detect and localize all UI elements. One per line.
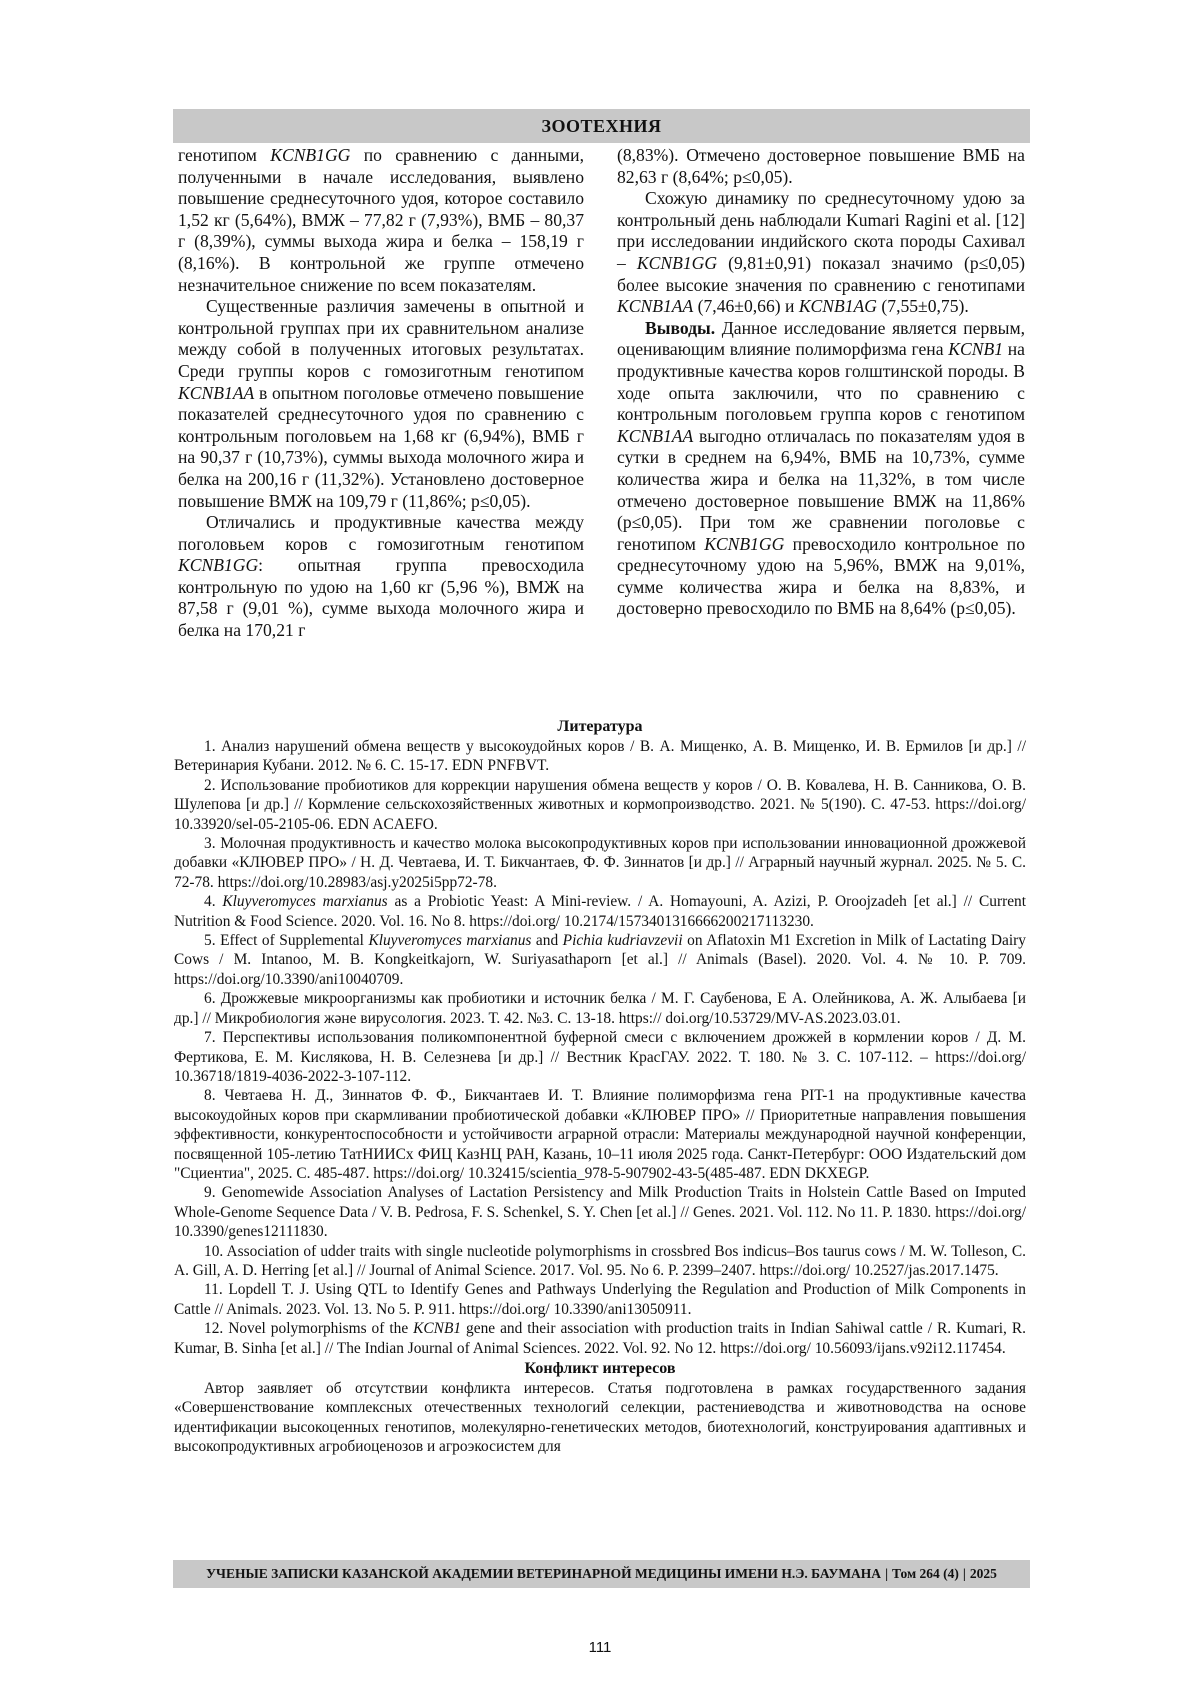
page-number: 111 bbox=[588, 1639, 612, 1656]
body-paragraph bbox=[178, 512, 584, 642]
journal-name: УЧЕНЫЕ ЗАПИСКИ КАЗАНСКОЙ АКАДЕМИИ ВЕТЕРИНАРНОЙ МЕДИЦИНЫ ИМЕНИ Н.Э. БАУМАНА bbox=[206, 1566, 882, 1581]
reference-item bbox=[174, 1280, 1026, 1319]
italic-term: Kluyveromyces marxianus bbox=[368, 932, 532, 950]
italic-term: KCNB1GG bbox=[636, 252, 718, 273]
text-run: Данное исследование является первым, оценивающим влияние полиморфизма гена bbox=[617, 317, 1025, 360]
right-column bbox=[617, 145, 1025, 620]
italic-term: Pichia kudriavzevii bbox=[562, 932, 683, 950]
reference-item bbox=[174, 1319, 1026, 1358]
text-run: 12. Novel polymorphisms of the bbox=[204, 1320, 414, 1338]
conflict-heading: Конфликт интересов bbox=[524, 1360, 676, 1377]
text-run: (8,83%). Отмечено достоверное повышение ВМБ на 82,63 г (8,64%; p≤0,05). bbox=[617, 145, 1025, 187]
italic-term: KCNB1AA bbox=[617, 296, 694, 317]
italic-term: KCNB1GG bbox=[270, 145, 351, 165]
body-paragraph bbox=[178, 296, 584, 512]
italic-term: KCNB1AG bbox=[798, 296, 878, 317]
italic-term: KCNB1 bbox=[413, 1320, 462, 1338]
text-run: 8. Чевтаева Н. Д., Зиннатов Ф. Ф., Бикчантаев И. Т. Влияние полиморфизма гена PIT-1 на продуктивные качества высокоудойных коров при скармливании пробиотической добавки «КЛЮВЕР ПРО» // Приоритетные направления повышения эффективности, конкурентоспособности и устойчивости аграрной отрасли: Материалы международной научной конференции, посвященной 105-летию ТатНИИСх ФИЦ КазНЦ РАН, Казань, 10–11 июля 2025 года. Санкт-Петербург: ООО Издательский дом "Сциентиа", 2025. С. 485-487. https://doi.org/ 10.32415/scientia_978-5-907902-43-5(485-487. EDN DKXEGP. bbox=[174, 1087, 1026, 1182]
italic-term: KCNB1AA bbox=[617, 425, 694, 446]
text-run: gene and their association with production traits in Indian Sahiwal cattle / R. Kumari, R. Kumar, B. Sinha [et al.] // The Indian Journal of Animal Sciences. 2022. Vol. 92. No 12. https://doi.org/ 10.56093/ijans.v92i12.117454. bbox=[174, 1320, 1026, 1357]
text-run: 2. Использование пробиотиков для коррекции нарушения обмена веществ у коров / О. В. Ковалева, Н. В. Санникова, О. В. Шулепова [и др.] // Кормление сельскохозяйственных животных и кормопроизводство. 2021. № 5(190). С. 47-53. https://doi.org/ 10.33920/sel-05-2105-06. EDN ACAEFO. bbox=[174, 776, 1026, 833]
reference-item bbox=[174, 931, 1026, 989]
references-section bbox=[174, 717, 1026, 1457]
text-run: 7. Перспективы использования поликомпонентной буферной смеси с включением дрожжей в кормлении коров / Д. М. Фертикова, Е. М. Кислякова, Н. В. Селезнева [и др.] // Вестник КрасГАУ. 2022. Т. 180. № 3. С. 107-112. – https://doi.org/ 10.36718/1819-4036-2022-3-107-112. bbox=[174, 1029, 1026, 1085]
italic-term: Kluyveromyces marxianus bbox=[222, 893, 388, 911]
reference-item bbox=[174, 834, 1026, 892]
text-run: as a Probiotic Yeast: A Mini-review. / A. Homayouni, A. Azizi, P. Oroojzadeh [et al.] // Current Nutrition & Food Science. 2020. Vol. 16. No 8. https://doi.org/ 10.2174/1573401316666200217113230. bbox=[174, 893, 1027, 930]
text-run: 3. Молочная продуктивность и качество молока высокопродуктивных коров при использовании инновационной дрожжевой добавки «КЛЮВЕР ПРО» / Н. Д. Чевтаева, И. Т. Бикчантаев, Ф. Ф. Зиннатов [и др.] // Аграрный научный журнал. 2025. № 5. С. 72-78. https://doi.org/10.28983/asj.y2025i5pp72-78. bbox=[174, 835, 1026, 891]
reference-item bbox=[174, 776, 1026, 834]
reference-item bbox=[174, 989, 1026, 1028]
text-run: на продуктивные качества коров голштинской породы. В ходе опыта заключили, что по сравнению с контрольным поголовьем группа коров с генотипом bbox=[617, 339, 1025, 425]
text-run: выгодно отличалась по показателям удоя в сутки в среднем на 6,94%, ВМБ на 10,73%, сумме количества жира и белка на 11,32%, в том числе отмечено достоверное повышение ВМЖ на 11,86% (p≤0,05). При том же сравнении поголовье с генотипом bbox=[617, 425, 1025, 554]
text-run: по сравнению с данными, полученными в начале исследования, выявлено повышение среднесуточного удоя, которое составило 1,52 кг (5,64%), ВМЖ – 77,82 г (7,93%), ВМБ – 80,37 г (8,39%), суммы выхода жира и белка – 158,19 г (8,16%). В контрольной же группе отмечено незначительное снижение по всем показателям. bbox=[178, 145, 584, 295]
text-run: (7,55±0,75). bbox=[877, 296, 969, 317]
journal-footer bbox=[173, 1560, 1030, 1588]
text-run: генотипом bbox=[178, 145, 271, 165]
section-header bbox=[173, 109, 1030, 143]
text-run: (9,81±0,91) показал значимо (p≤0,05) более высокие значения по сравнению с генотипами bbox=[617, 252, 1025, 295]
italic-term: KCNB1 bbox=[948, 339, 1004, 360]
text-run: : опытная группа превосходила контрольную по удою на 1,60 кг (5,96 %), ВМЖ на 87,58 г (9,01 %), сумме выхода молочного жира и белка на 170,21 г bbox=[178, 555, 584, 641]
italic-term: KCNB1AA bbox=[178, 382, 255, 403]
text-run: and bbox=[531, 932, 563, 950]
text-run: (7,46±0,66) и bbox=[693, 296, 799, 317]
text-run: 5. Effect of Supplemental bbox=[204, 932, 369, 950]
conflict-text: Автор заявляет об отсутствии конфликта интересов. Статья подготовлена в рамках государственного задания «Совершенствование комплексных отечественных технологий селекции, растениеводства и животноводства на основе идентификации высокоценных генотипов, молекулярно-генетических методов, биотехнологий, конструирования адаптивных и высокопродуктивных агробиоценозов и агроэкосистем для bbox=[174, 1380, 1026, 1456]
text-run: 11. Lopdell T. J. Using QTL to Identify Genes and Pathways Underlying the Regulation and Production of Milk Components in Cattle // Animals. 2023. Vol. 13. No 5. P. 911. https://doi.org/ 10.3390/ani13050911. bbox=[174, 1281, 1026, 1318]
left-column bbox=[178, 145, 584, 642]
footer-separator: | bbox=[962, 1566, 966, 1581]
text-run: 10. Association of udder traits with single nucleotide polymorphisms in crossbred Bos indicus–Bos taurus cows / M. W. Tolleson, C. A. Gill, A. D. Herring [et al.] // Journal of Animal Science. 2017. Vol. 95. No 6. P. 2399–2407. https://doi.org/ 10.2527/jas.2017.1475. bbox=[174, 1242, 1026, 1279]
text-run: 1. Анализ нарушений обмена веществ у высокоудойных коров / В. А. Мищенко, А. В. Мищенко, И. В. Ермилов [и др.] // Ветеринария Кубани. 2012. № 6. С. 15-17. EDN PNFBVT. bbox=[174, 738, 1026, 775]
text-run: 4. bbox=[204, 893, 223, 911]
references-list bbox=[174, 737, 1026, 1358]
body-paragraph bbox=[617, 145, 1025, 188]
section-title: ЗООТЕХНИЯ bbox=[541, 115, 662, 136]
body-paragraph bbox=[178, 145, 584, 296]
italic-term: KCNB1GG bbox=[178, 555, 259, 576]
text-run: 9. Genomewide Association Analyses of Lactation Persistency and Milk Production Traits in Holstein Cattle Based on Imputed Whole-Genome Sequence Data / V. B. Pedrosa, F. S. Schenkel, S. Y. Chen [et al.] // Genes. 2021. Vol. 112. No 11. P. 1830. https://doi.org/ 10.3390/genes12111830. bbox=[174, 1184, 1026, 1241]
bold-lead: Выводы. bbox=[645, 317, 716, 338]
text-run: 6. Дрожжевые микроорганизмы как пробиотики и источник белка / М. Г. Саубенова, Е А. Олейникова, А. Ж. Алыбаева [и др.] // Микробиология және вирусология. 2023. Т. 42. №3. С. 13-18. https:// doi.org/10.53729/MV-AS.2023.03.01. bbox=[174, 990, 1026, 1027]
body-paragraph bbox=[617, 188, 1025, 318]
journal-year: 2025 bbox=[969, 1566, 997, 1581]
journal-volume: Том 264 (4) bbox=[892, 1566, 959, 1581]
footer-separator: | bbox=[885, 1566, 889, 1581]
reference-item bbox=[174, 892, 1026, 931]
reference-item bbox=[174, 1086, 1026, 1183]
text-run: превосходило контрольное по среднесуточному удою на 5,96%, ВМЖ на 9,01%, сумме количества жира и белка на 8,83%, и достоверно превосходило по ВМБ на 8,64% (p≤0,05). bbox=[617, 533, 1025, 619]
text-run: Схожую динамику по среднесуточному удою за контрольный день наблюдали Kumari Ragini et al. [12] при исследовании индийского скота породы Сахивал – bbox=[617, 188, 1025, 273]
text-run: on Aflatoxin M1 Excretion in Milk of Lactating Dairy Cows / M. Intanoo, M. B. Kongkeitkajorn, W. Suriyasathaporn [et al.] // Animals (Basel). 2020. Vol. 4. № 10. P. 709. https://doi.org/10.3390/ani10040709. bbox=[174, 932, 1026, 988]
text-run: Отличались и продуктивные качества между поголовьем коров с гомозиготным генотипом bbox=[178, 512, 584, 554]
text-run: Существенные различия замечены в опытной и контрольной группах при их сравнительном анализе между собой в полученных итоговых результатах. Среди группы коров с гомозиготным генотипом bbox=[178, 296, 584, 381]
text-run: в опытном поголовье отмечено повышение показателей среднесуточного удоя по сравнению с контрольным поголовьем на 1,68 кг (6,94%), ВМБ г на 90,37 г (10,73%), суммы выхода молочного жира и белка на 200,16 г (11,32%). Установлено достоверное повышение ВМЖ на 109,79 г (11,86%; p≤0,05). bbox=[178, 382, 584, 511]
reference-item bbox=[174, 737, 1026, 776]
body-paragraph bbox=[617, 318, 1025, 620]
italic-term: KCNB1GG bbox=[704, 533, 785, 554]
reference-item bbox=[174, 1183, 1026, 1241]
reference-item bbox=[174, 1242, 1026, 1281]
reference-item bbox=[174, 1028, 1026, 1086]
references-heading: Литература bbox=[557, 718, 643, 735]
